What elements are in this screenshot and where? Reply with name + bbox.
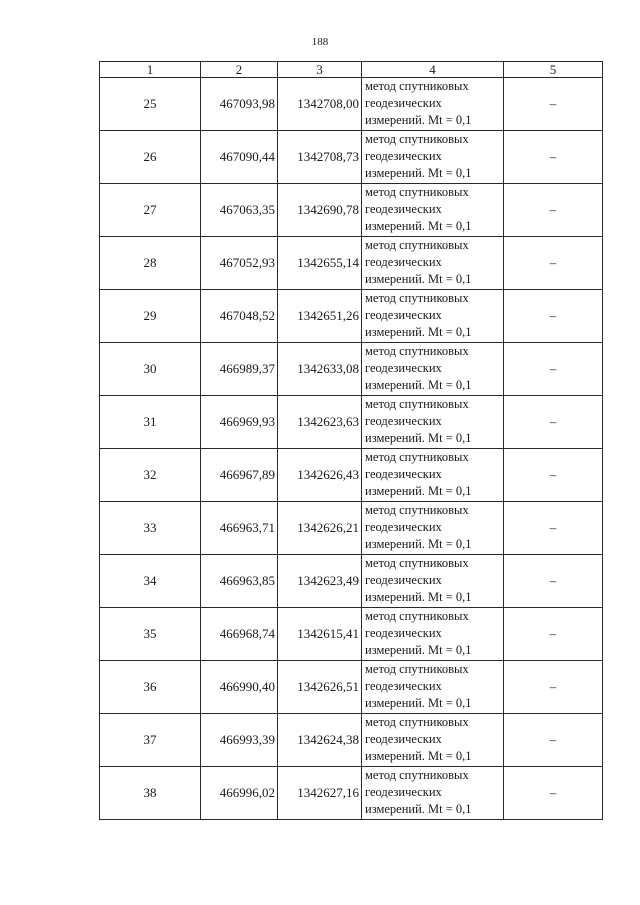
point-number: 27 (100, 184, 201, 237)
method-text-line: метод спутниковых (365, 662, 469, 676)
method-text-line: геодезических (365, 255, 442, 269)
coordinate-x: 467048,52 (201, 290, 278, 343)
method-text-line: измерений. Mt = 0,1 (365, 325, 472, 339)
note-cell: – (504, 608, 603, 661)
coordinate-y: 1342615,41 (278, 608, 362, 661)
point-number: 31 (100, 396, 201, 449)
table-row (100, 78, 603, 131)
method-text-line: метод спутниковых (365, 185, 469, 199)
method-text-line: метод спутниковых (365, 715, 469, 729)
point-number: 28 (100, 237, 201, 290)
coordinate-x: 467090,44 (201, 131, 278, 184)
coordinate-x: 467093,98 (201, 78, 278, 131)
table-row (100, 237, 603, 290)
method-cell (362, 343, 504, 396)
method-cell (362, 78, 504, 131)
coordinate-y: 1342655,14 (278, 237, 362, 290)
method-text-line: измерений. Mt = 0,1 (365, 749, 472, 763)
point-number: 36 (100, 661, 201, 714)
coordinate-x: 466989,37 (201, 343, 278, 396)
note-cell: – (504, 502, 603, 555)
method-text-line: метод спутниковых (365, 238, 469, 252)
method-text-line: геодезических (365, 679, 442, 693)
coordinate-y: 1342633,08 (278, 343, 362, 396)
coordinate-x: 466990,40 (201, 661, 278, 714)
method-text-line: метод спутниковых (365, 609, 469, 623)
coordinate-x: 467063,35 (201, 184, 278, 237)
note-cell: – (504, 290, 603, 343)
method-text-line: измерений. Mt = 0,1 (365, 537, 472, 551)
coordinate-y: 1342626,51 (278, 661, 362, 714)
note-cell: – (504, 184, 603, 237)
coordinate-y: 1342626,43 (278, 449, 362, 502)
coordinate-y: 1342624,38 (278, 714, 362, 767)
coordinate-x: 467052,93 (201, 237, 278, 290)
coordinate-x: 466963,71 (201, 502, 278, 555)
point-number: 38 (100, 767, 201, 820)
method-text-line: геодезических (365, 732, 442, 746)
coordinate-y: 1342708,00 (278, 78, 362, 131)
method-text-line: измерений. Mt = 0,1 (365, 166, 472, 180)
method-cell (362, 131, 504, 184)
point-number: 26 (100, 131, 201, 184)
method-cell (362, 396, 504, 449)
point-number: 25 (100, 78, 201, 131)
method-text-line: метод спутниковых (365, 556, 469, 570)
note-cell: – (504, 78, 603, 131)
header-col-4: 4 (362, 62, 504, 78)
method-text-line: геодезических (365, 361, 442, 375)
method-text-line: измерений. Mt = 0,1 (365, 484, 472, 498)
method-cell (362, 555, 504, 608)
method-text-line: измерений. Mt = 0,1 (365, 378, 472, 392)
method-text-line: метод спутниковых (365, 132, 469, 146)
table-row (100, 396, 603, 449)
note-cell: – (504, 767, 603, 820)
method-text-line: геодезических (365, 414, 442, 428)
table-row (100, 343, 603, 396)
method-text-line: метод спутниковых (365, 450, 469, 464)
table-row (100, 555, 603, 608)
table-row (100, 661, 603, 714)
method-text-line: измерений. Mt = 0,1 (365, 590, 472, 604)
coordinate-x: 466967,89 (201, 449, 278, 502)
method-cell (362, 449, 504, 502)
method-text-line: геодезических (365, 520, 442, 534)
method-text-line: измерений. Mt = 0,1 (365, 113, 472, 127)
coordinate-y: 1342623,63 (278, 396, 362, 449)
note-cell: – (504, 449, 603, 502)
method-text-line: метод спутниковых (365, 503, 469, 517)
coordinate-x: 466963,85 (201, 555, 278, 608)
method-text-line: геодезических (365, 467, 442, 481)
method-cell (362, 714, 504, 767)
method-text-line: геодезических (365, 573, 442, 587)
method-text-line: измерений. Mt = 0,1 (365, 696, 472, 710)
note-cell: – (504, 343, 603, 396)
method-cell (362, 290, 504, 343)
coordinate-x: 466969,93 (201, 396, 278, 449)
point-number: 34 (100, 555, 201, 608)
method-text-line: геодезических (365, 96, 442, 110)
point-number: 37 (100, 714, 201, 767)
point-number: 35 (100, 608, 201, 661)
coordinates-table (99, 61, 603, 820)
method-cell (362, 608, 504, 661)
coordinate-y: 1342708,73 (278, 131, 362, 184)
coordinate-x: 466996,02 (201, 767, 278, 820)
method-text-line: метод спутниковых (365, 344, 469, 358)
point-number: 32 (100, 449, 201, 502)
table-row (100, 767, 603, 820)
table-row (100, 184, 603, 237)
method-text-line: метод спутниковых (365, 768, 469, 782)
table-row (100, 714, 603, 767)
method-text-line: измерений. Mt = 0,1 (365, 802, 472, 816)
page-number: 188 (311, 36, 329, 48)
method-cell (362, 184, 504, 237)
note-cell: – (504, 555, 603, 608)
method-text-line: метод спутниковых (365, 291, 469, 305)
coordinate-y: 1342626,21 (278, 502, 362, 555)
coordinate-y: 1342623,49 (278, 555, 362, 608)
method-text-line: измерений. Mt = 0,1 (365, 219, 472, 233)
header-col-3: 3 (278, 62, 362, 78)
method-text-line: измерений. Mt = 0,1 (365, 272, 472, 286)
method-cell (362, 661, 504, 714)
method-text-line: метод спутниковых (365, 79, 469, 93)
coordinate-y: 1342627,16 (278, 767, 362, 820)
table-row (100, 608, 603, 661)
table-row (100, 131, 603, 184)
note-cell: – (504, 396, 603, 449)
table-header-row (100, 62, 603, 78)
method-cell (362, 502, 504, 555)
method-text-line: измерений. Mt = 0,1 (365, 643, 472, 657)
method-text-line: метод спутниковых (365, 397, 469, 411)
method-text-line: геодезических (365, 149, 442, 163)
method-text-line: геодезических (365, 202, 442, 216)
method-cell (362, 767, 504, 820)
note-cell: – (504, 131, 603, 184)
table-row (100, 290, 603, 343)
coordinate-y: 1342690,78 (278, 184, 362, 237)
coordinate-x: 466968,74 (201, 608, 278, 661)
coordinate-x: 466993,39 (201, 714, 278, 767)
method-cell (362, 237, 504, 290)
note-cell: – (504, 661, 603, 714)
note-cell: – (504, 714, 603, 767)
method-text-line: геодезических (365, 308, 442, 322)
method-text-line: измерений. Mt = 0,1 (365, 431, 472, 445)
coordinate-y: 1342651,26 (278, 290, 362, 343)
header-col-2: 2 (201, 62, 278, 78)
header-col-5: 5 (504, 62, 603, 78)
table-row (100, 449, 603, 502)
table-row (100, 502, 603, 555)
method-text-line: геодезических (365, 626, 442, 640)
table-body (100, 78, 603, 820)
point-number: 33 (100, 502, 201, 555)
point-number: 30 (100, 343, 201, 396)
point-number: 29 (100, 290, 201, 343)
header-col-1: 1 (100, 62, 201, 78)
note-cell: – (504, 237, 603, 290)
method-text-line: геодезических (365, 785, 442, 799)
